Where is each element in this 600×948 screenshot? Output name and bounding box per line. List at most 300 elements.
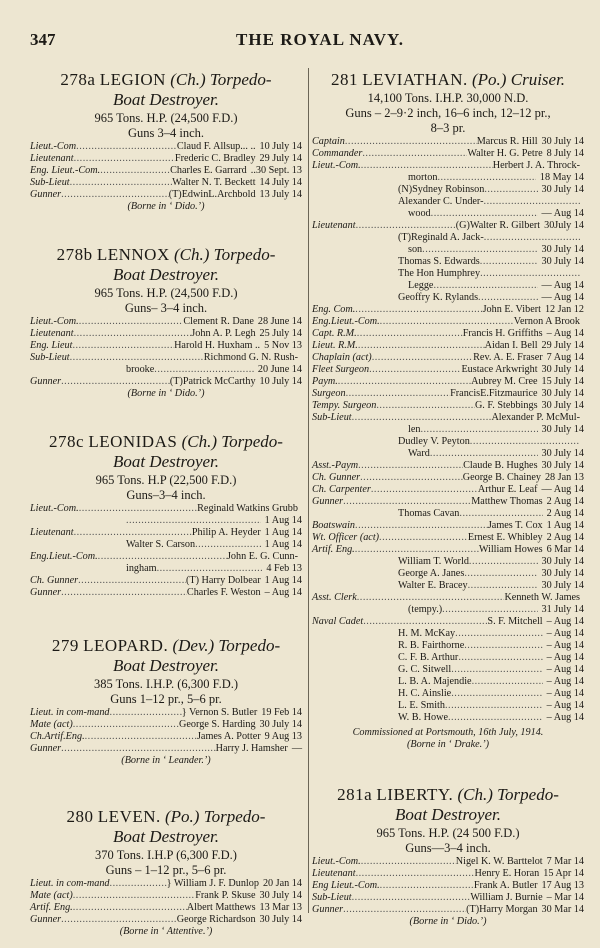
officer-rank: Sub-Lieut <box>30 352 70 363</box>
ship-class: (Ch.) <box>181 432 217 451</box>
leader-dots <box>468 580 538 592</box>
ship-type: Torpedo- <box>221 432 283 451</box>
ship-name: LIBERTY. <box>376 785 454 804</box>
officer-name: C. F. B. Arthur <box>398 652 459 663</box>
officer-row <box>312 652 584 664</box>
officer-name: Eustace Arkwright <box>461 364 538 375</box>
appointment-date: 30 July 14 <box>259 890 302 901</box>
appointment-date: – Aug 14 <box>546 640 584 651</box>
officer-name: (tempy.) <box>408 604 443 615</box>
officer-row <box>312 376 584 388</box>
officer-rank: Gunner <box>30 189 62 200</box>
leader-dots <box>355 544 479 556</box>
leader-dots <box>464 640 542 652</box>
leader-dots <box>338 376 471 388</box>
appointment-date: 1 Aug 14 <box>546 520 584 531</box>
appointment-date: 14 July 14 <box>259 177 302 188</box>
leader-dots <box>73 902 187 914</box>
officer-name: Claud F. Allsup... .. <box>176 141 256 152</box>
officer-name: Arthur E. Leaf <box>477 484 538 495</box>
officer-name: Claude B. Hughes <box>463 460 538 471</box>
officer-row <box>312 868 584 880</box>
officer-row <box>312 184 584 196</box>
officer-rank: Chaplain (act) <box>312 352 372 363</box>
ship-class: (Dev.) <box>172 636 215 655</box>
ship-number: 281a <box>337 785 373 804</box>
appointment-date: 15 July 14 <box>541 376 584 387</box>
ship-entry-leviathan <box>312 70 584 751</box>
ship-heading <box>30 807 302 847</box>
officer-name: Legge <box>408 280 434 291</box>
officer-name: Nigel K. W. Barttelot <box>455 856 543 867</box>
appointment-date: – Mar 14 <box>546 892 584 903</box>
appointment-date: 1 Aug 14 <box>264 527 302 538</box>
leader-dots <box>431 208 538 220</box>
officer-row <box>312 532 584 544</box>
officer-rank: Lieut.-Com <box>30 141 77 152</box>
appointment-date: 31 July 14 <box>541 604 584 615</box>
appointment-date: – Aug 14 <box>546 688 584 699</box>
leader-dots <box>356 868 475 880</box>
officer-rank: Gunner <box>30 914 62 925</box>
officer-name: FrancisE.Fitzmaurice <box>450 388 538 399</box>
officer-name: Harold H. Huxham .. <box>174 340 261 351</box>
officer-row <box>312 340 584 352</box>
officer-name: W. B. Howe <box>398 712 448 723</box>
officer-name: John E. G. Cunn- <box>226 551 298 562</box>
leader-dots <box>422 244 537 256</box>
officer-name: George Richardson <box>176 914 256 925</box>
leader-dots <box>110 707 182 719</box>
officer-row <box>312 208 584 220</box>
leader-dots <box>464 568 537 580</box>
appointment-date: — Aug 14 <box>541 484 584 495</box>
officer-name: Philip A. Heyder <box>191 527 261 538</box>
borne-in-note: (Borne in ‘ Dido.’) <box>127 388 205 399</box>
ship-name: LEONIDAS <box>88 432 178 451</box>
officer-row <box>312 580 584 592</box>
leader-dots <box>430 448 538 460</box>
officer-rank: Gunner <box>30 376 62 387</box>
appointment-date: 30 July 14 <box>541 460 584 471</box>
ship-specs: 965 Tons. H.P (22,500 F.D.) <box>95 473 237 487</box>
borne-in-note: (Borne in ‘ Drake.’) <box>406 739 490 750</box>
officer-rank: Lieutenant <box>312 220 356 231</box>
officer-name: (T)Patrick McCarthy <box>169 376 256 387</box>
officer-name: Ward <box>408 448 430 459</box>
appointment-date: 7 Mar 14 <box>546 856 584 867</box>
appointment-date: – Aug 14 <box>546 616 584 627</box>
ship-guns: Guns – 2–9·2 inch, 16–6 inch, 12–12 pr., <box>345 106 551 120</box>
leader-dots <box>484 184 537 196</box>
officer-name: } William J. F. Dunlop <box>166 878 259 889</box>
leader-dots <box>110 878 167 890</box>
officer-rank: Gunner <box>30 587 62 598</box>
leader-dots <box>442 604 537 616</box>
leader-dots <box>358 340 485 352</box>
officer-name: Aidan I. Bell <box>484 340 538 351</box>
appointment-date: 30 July 14 <box>541 556 584 567</box>
ship-specs: 14,100 Tons. I.H.P. 30,000 N.D. <box>367 91 529 105</box>
appointment-date: 29 July 14 <box>541 340 584 351</box>
officer-name: George A. Janes <box>398 568 465 579</box>
appointment-date: 30 July 14 <box>541 424 584 435</box>
leader-dots <box>126 515 261 527</box>
officer-row <box>30 878 302 890</box>
officer-row <box>30 141 302 153</box>
officer-row <box>30 165 302 177</box>
officer-rank: Lieut.-Com. <box>30 503 79 514</box>
officer-name: len <box>408 424 421 435</box>
ship-guns: Guns—3–4 inch. <box>405 841 491 855</box>
officer-rank: Commander <box>312 148 363 159</box>
officer-rank: Tempy. Surgeon <box>312 400 377 411</box>
leader-dots <box>451 664 542 676</box>
leader-dots <box>73 890 196 902</box>
officer-row <box>30 707 302 719</box>
officer-row <box>312 892 584 904</box>
officer-rank: Gunner <box>312 496 344 507</box>
officer-row <box>312 496 584 508</box>
officer-name: Ernest E. Whibley <box>467 532 543 543</box>
officer-row <box>312 196 584 208</box>
officer-name: The Hon Humphrey <box>398 268 481 279</box>
officer-name: Charles F. Weston <box>186 587 261 598</box>
ship-class: (Ch.) <box>457 785 493 804</box>
appointment-date: 4 Feb 13 <box>266 563 302 574</box>
leader-dots <box>478 292 538 304</box>
appointment-date: 19 Feb 14 <box>261 707 302 718</box>
officer-name: William J. Burnie <box>470 892 543 903</box>
ship-heading <box>30 432 302 472</box>
page-title: THE ROYAL NAVY. <box>236 30 404 49</box>
leader-dots <box>79 316 184 328</box>
officer-name: Kenneth W. James <box>504 592 580 603</box>
officer-rank: Eng.Lieut.-Com. <box>30 551 98 562</box>
officer-row <box>312 388 584 400</box>
officer-rank: Asst.-Paym <box>312 460 359 471</box>
appointment-date: – Aug 14 <box>264 587 302 598</box>
officer-name: wood <box>408 208 431 219</box>
appointment-date: 2 Aug 14 <box>546 532 584 543</box>
officer-rank: Lieutenant <box>312 868 356 879</box>
ship-type: Torpedo- <box>497 785 559 804</box>
leader-dots <box>78 575 186 587</box>
officer-row <box>312 364 584 376</box>
officer-rank: Naval Cadet <box>312 616 364 627</box>
officer-rank: Eng.Lieut.-Com. <box>312 316 380 327</box>
leader-dots <box>357 328 463 340</box>
ship-specs: 385 Tons. I.H.P. (6,300 F.D.) <box>93 677 239 691</box>
officer-name: Charles E. Garrard <box>170 165 247 176</box>
officer-name: Rev. A. E. Fraser <box>473 352 543 363</box>
ship-specs: 965 Tons. H.P. (24,500 F.D.) <box>94 286 238 300</box>
leader-dots <box>98 551 227 563</box>
officer-rank: Surgeon <box>312 388 346 399</box>
leader-dots <box>70 352 204 364</box>
leader-dots <box>70 177 173 189</box>
ship-type-line2: Boat Destroyer. <box>112 656 220 675</box>
officer-row <box>312 304 584 316</box>
borne-in-note: (Borne in ‘ Dido.’) <box>127 201 205 212</box>
appointment-date: 12 Jan 12 <box>544 304 584 315</box>
ship-class: (Ch.) <box>174 245 210 264</box>
leader-dots <box>352 892 471 904</box>
leader-dots <box>357 592 505 604</box>
appointment-date: 8 July 14 <box>546 148 584 159</box>
appointment-date: 25 July 14 <box>259 328 302 339</box>
officer-name: Walter H. G. Petre <box>467 148 543 159</box>
appointment-date: 30 July 14 <box>541 448 584 459</box>
ship-heading <box>30 245 302 285</box>
borne-in-note: (Borne in ‘ Attentive.’) <box>119 926 213 937</box>
officer-row <box>312 424 584 436</box>
leader-dots <box>361 160 493 172</box>
leader-dots <box>472 676 543 688</box>
ship-type: Torpedo- <box>218 636 281 655</box>
officer-name: morton <box>408 172 438 183</box>
appointment-date: 30 July 14 <box>541 364 584 375</box>
officer-name: Richmond G. N. Rush- <box>203 352 298 363</box>
officer-row <box>312 472 584 484</box>
leader-dots <box>484 232 580 244</box>
appointment-date: 1 Aug 14 <box>264 515 302 526</box>
ship-heading <box>30 636 302 676</box>
officer-row <box>312 412 584 424</box>
appointment-date: 15 Apr 14 <box>543 868 584 879</box>
officer-rank: Sub-Lieut <box>312 892 352 903</box>
officer-name: Henry E. Horan <box>474 868 540 879</box>
officer-row <box>312 292 584 304</box>
officer-row <box>30 189 302 201</box>
officer-row <box>312 688 584 700</box>
left-column <box>30 70 302 948</box>
ship-guns: Guns– 3–4 inch. <box>124 301 208 315</box>
officer-name: Walter E. Bracey <box>398 580 468 591</box>
officer-row <box>312 172 584 184</box>
appointment-date: 13 Mar 13 <box>259 902 302 913</box>
officer-row <box>312 640 584 652</box>
leader-dots <box>74 328 192 340</box>
entry-spacer <box>30 223 302 245</box>
officer-row <box>312 712 584 724</box>
right-column <box>312 70 584 938</box>
officer-row <box>30 515 302 527</box>
officer-name: Aubrey M. Cree <box>471 376 538 387</box>
appointment-date: — Aug 14 <box>541 280 584 291</box>
officer-name: Alexander P. McMul- <box>491 412 580 423</box>
officer-row <box>30 376 302 388</box>
officer-row <box>30 563 302 575</box>
leader-dots <box>195 539 261 551</box>
officer-row <box>30 340 302 352</box>
appointment-date: 13 July 14 <box>259 189 302 200</box>
entry-spacer <box>30 777 302 807</box>
officer-rank: Ch. Gunner <box>30 575 79 586</box>
officer-name: Thomas S. Edwards <box>398 256 480 267</box>
officer-name: L. B. A. Majendie <box>398 676 472 687</box>
officer-row <box>312 904 584 916</box>
officer-row <box>30 539 302 551</box>
officer-row <box>312 256 584 268</box>
officer-name: L. E. Smith <box>398 700 445 711</box>
officer-rank: Artif. Eng. <box>30 902 73 913</box>
appointment-date: 30July 14 <box>544 220 584 231</box>
officer-row <box>312 520 584 532</box>
appointment-date: 1 Aug 14 <box>264 539 302 550</box>
ship-type: Torpedo- <box>213 245 276 264</box>
officer-row <box>312 352 584 364</box>
officer-row <box>312 676 584 688</box>
officer-name: G. F. Stebbings <box>474 400 538 411</box>
officer-name: Geoffry K. Rylands <box>398 292 479 303</box>
appointment-date: 30 July 14 <box>259 719 302 730</box>
officer-name: (T)Reginald A. Jack- <box>398 232 484 243</box>
officer-name: Walter S. Carson <box>126 539 196 550</box>
leader-dots <box>100 165 170 177</box>
officer-rank: Sub-Lieut <box>312 412 352 423</box>
appointment-date: 17 Aug 13 <box>541 880 584 891</box>
officer-row <box>312 280 584 292</box>
ship-type: Cruiser. <box>510 70 566 89</box>
leader-dots <box>448 712 543 724</box>
appointment-date: – Aug 14 <box>546 664 584 675</box>
officer-rank: Artif. Eng. <box>312 544 355 555</box>
officer-name: John E. Vibert <box>482 304 541 315</box>
ship-guns-line2: 8–3 pr. <box>430 121 466 135</box>
officer-row <box>30 719 302 731</box>
ship-number: 279 <box>51 636 79 655</box>
appointment-date: – Aug 14 <box>546 652 584 663</box>
ship-number: 281 <box>330 70 358 89</box>
officer-row <box>30 177 302 189</box>
ship-type-line2: Boat Destroyer. <box>394 805 502 824</box>
officer-name: George B. Chainey <box>462 472 541 483</box>
ship-entry-leopard <box>30 636 302 767</box>
officer-name: ingham <box>126 563 157 574</box>
officer-name: H. M. McKay <box>398 628 456 639</box>
leader-dots <box>154 364 254 376</box>
ship-specs: 965 Tons. H.P. (24,500 F.D.) <box>94 111 238 125</box>
officer-row <box>312 568 584 580</box>
officer-rank: Lieutenant <box>30 153 74 164</box>
leader-dots <box>79 503 197 515</box>
appointment-date: — Aug 14 <box>541 208 584 219</box>
leader-dots <box>469 556 538 568</box>
ship-type-line2: Boat Destroyer. <box>112 452 220 471</box>
ship-class: (Po.) <box>472 70 507 89</box>
officer-name: (G)Walter R. Gilbert <box>455 220 541 231</box>
appointment-date: 28 Jan 13 <box>544 472 584 483</box>
ship-name: LEVEN. <box>97 807 161 826</box>
leader-dots <box>345 136 477 148</box>
leader-dots <box>420 424 537 436</box>
officer-row <box>312 484 584 496</box>
appointment-date: 28 June 14 <box>257 316 302 327</box>
officer-row <box>312 856 584 868</box>
officer-row <box>312 244 584 256</box>
officer-row <box>312 328 584 340</box>
officer-row <box>30 587 302 599</box>
leader-dots <box>360 472 463 484</box>
leader-dots <box>355 304 482 316</box>
officer-name: son <box>408 244 423 255</box>
leader-dots <box>61 743 216 755</box>
officer-row <box>312 880 584 892</box>
officer-rank: Lieut. in com-mand <box>30 707 110 718</box>
officer-name: (T)EdwinL.Archbold <box>168 189 256 200</box>
leader-dots <box>379 532 468 544</box>
appointment-date: 5 Nov 13 <box>264 340 302 351</box>
leader-dots <box>85 731 197 743</box>
ship-guns: Guns 1–12 pr., 5–6 pr. <box>110 692 222 706</box>
appointment-date: 30 July 14 <box>541 184 584 195</box>
ship-class: (Po.) <box>165 807 200 826</box>
officer-name: (N)Sydney Robinson <box>398 184 485 195</box>
officer-rank: Eng. Com. <box>312 304 356 315</box>
leader-dots <box>356 220 456 232</box>
leader-dots <box>74 153 175 165</box>
commission-note: Commissioned at Portsmouth, 16th July, 1914. <box>352 727 544 738</box>
officer-row <box>312 508 584 520</box>
appointment-date: ..30 Sept. 13 <box>250 165 302 176</box>
leader-dots <box>74 527 192 539</box>
officer-row <box>312 556 584 568</box>
officer-rank: Ch. Carpenter <box>312 484 371 495</box>
appointment-date: – Aug 14 <box>546 700 584 711</box>
ship-guns: Guns 3–4 inch. <box>127 126 205 140</box>
ship-entry-liberty <box>312 785 584 928</box>
ship-type-line2: Boat Destroyer. <box>112 827 220 846</box>
ship-name: LEVIATHAN. <box>362 70 468 89</box>
officer-rank: Ch. Gunner <box>312 472 361 483</box>
ship-entry-lennox <box>30 245 302 400</box>
leader-dots <box>61 376 170 388</box>
entry-spacer <box>30 609 302 636</box>
appointment-date: 2 Aug 14 <box>546 496 584 507</box>
leader-dots <box>380 880 474 892</box>
ship-specs: 965 Tons. H.P. (24 500 F.D.) <box>376 826 520 840</box>
ship-name: LEGION <box>99 70 166 89</box>
borne-in-note: (Borne in ‘ Leander.’) <box>121 755 211 766</box>
leader-dots <box>455 628 542 640</box>
officer-name: Clement R. Dane <box>183 316 254 327</box>
leader-dots <box>437 172 535 184</box>
appointment-date: 20 Jan 14 <box>262 878 302 889</box>
ship-entry-leonidas <box>30 432 302 599</box>
officer-name: Reginald Watkins Grubb <box>197 503 298 514</box>
officer-row <box>312 460 584 472</box>
appointment-date: 30 July 14 <box>541 388 584 399</box>
appointment-date: 30 July 14 <box>541 256 584 267</box>
appointment-date: 30 July 14 <box>259 914 302 925</box>
officer-name: Albert Matthews <box>186 902 256 913</box>
leader-dots <box>371 484 478 496</box>
leader-dots <box>480 256 538 268</box>
appointment-date: 30 July 14 <box>541 244 584 255</box>
leader-dots <box>355 520 488 532</box>
leader-dots <box>72 340 174 352</box>
officer-name: Frederic C. Bradley <box>174 153 256 164</box>
leader-dots <box>372 352 473 364</box>
leader-dots <box>380 316 514 328</box>
officer-row <box>30 527 302 539</box>
officer-name: Thomas Cavan <box>398 508 460 519</box>
ship-specs: 370 Tons. I.H.P (6,300 F.D.) <box>95 848 237 862</box>
leader-dots <box>459 508 542 520</box>
appointment-date: — Aug 14 <box>541 292 584 303</box>
officer-row <box>312 700 584 712</box>
